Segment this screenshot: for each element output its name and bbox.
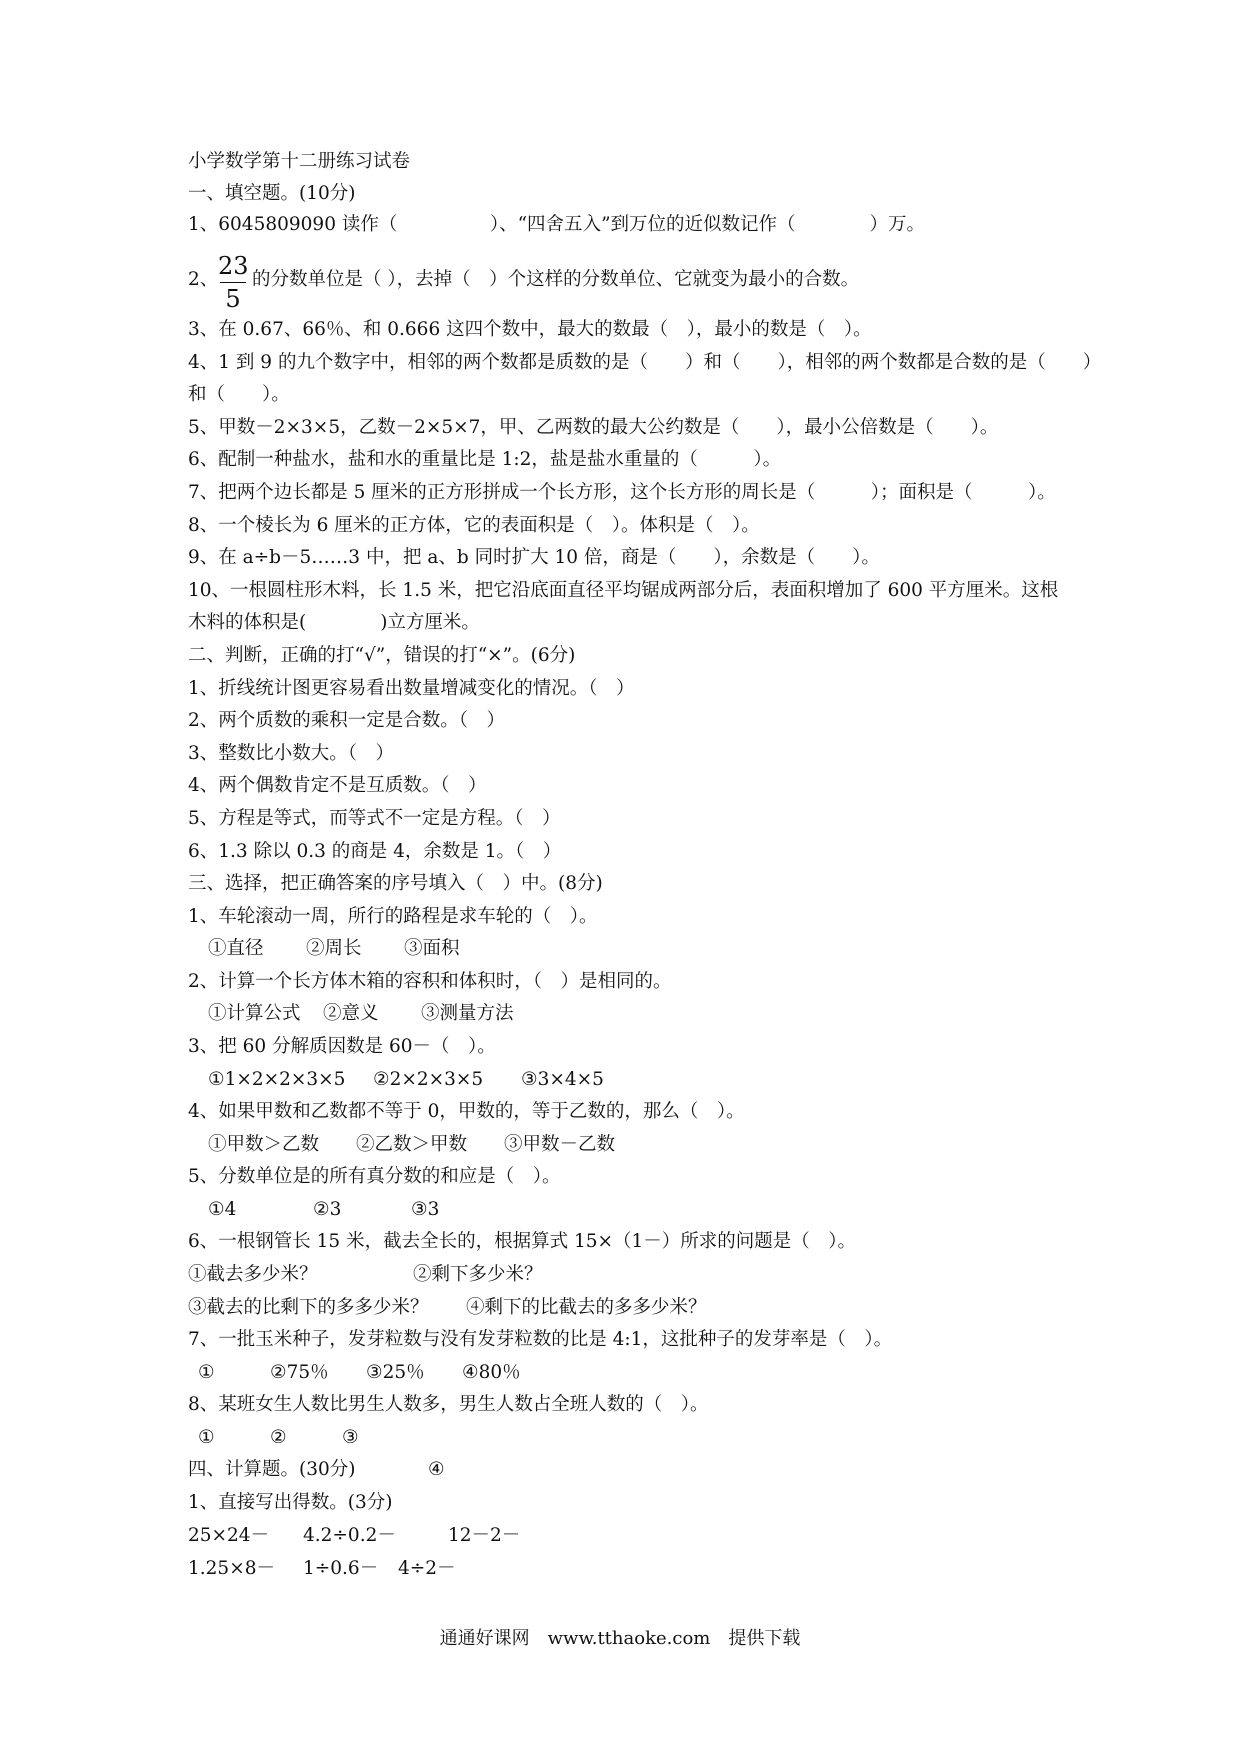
- question-1-10-line-2: 木料的体积是( )立方厘米。: [188, 612, 480, 633]
- option: ②意义: [323, 1003, 379, 1024]
- option: ①4: [208, 1199, 237, 1220]
- section-2-heading: 二、判断，正确的打“√”，错误的打“×”。(6分): [188, 645, 576, 666]
- calc-question-1: 1、直接写出得数。(3分): [188, 1492, 393, 1513]
- choice-question-6: 6、一根钢管长 15 米，截去全长的，根据算式 15×（1－）所求的问题是（ ）。: [188, 1231, 857, 1252]
- footer-download-note: 通通好课网 www.tthaoke.com 提供下载: [439, 1628, 801, 1649]
- option: ①计算公式: [208, 1003, 301, 1024]
- choice-question-4: 4、如果甲数和乙数都不等于 0，甲数的，等于乙数的，那么（ ）。: [188, 1101, 745, 1122]
- option: ③3×4×5: [521, 1069, 604, 1090]
- choice-question-7: 7、一批玉米种子，发芽粒数与没有发芽粒数的比是 4:1，这批种子的发芽率是（ ）。: [188, 1329, 893, 1350]
- option: ③: [342, 1427, 359, 1448]
- fraction-bar: [220, 282, 246, 283]
- choice-question-5: 5、分数单位是的所有真分数的和应是（ ）。: [188, 1166, 561, 1187]
- option: ②: [270, 1427, 287, 1448]
- option: ②乙数＞甲数: [356, 1134, 468, 1155]
- choice-options-3: [208, 1068, 604, 1092]
- calc-item: 1÷0.6－: [303, 1558, 379, 1579]
- choice-options-1: [208, 937, 460, 961]
- option: ③25％: [366, 1362, 425, 1383]
- question-1-4-line-2: 和（ ）。: [188, 384, 290, 405]
- option: ①1×2×2×3×5: [208, 1069, 346, 1090]
- choice-options-8: [198, 1426, 359, 1450]
- option: ②2×2×3×5: [373, 1069, 484, 1090]
- calc-item: 1.25×8－: [188, 1558, 275, 1579]
- page-title: 小学数学第十二册练习试卷: [188, 151, 411, 172]
- calc-row-1: [188, 1524, 520, 1548]
- option: ③面积: [404, 938, 460, 959]
- calc-item: 25×24－: [188, 1525, 270, 1546]
- choice-options-6b: [188, 1296, 707, 1320]
- option: ①直径: [208, 938, 264, 959]
- calc-item: 12－2－: [448, 1525, 521, 1546]
- fraction-numerator: 23: [218, 252, 249, 280]
- question-1-9: 9、在 a÷b－5……3 中，把 a、b 同时扩大 10 倍，商是（ ），余数是（ ）。: [188, 547, 880, 568]
- question-1-7: 7、把两个边长都是 5 厘米的正方形拼成一个长方形，这个长方形的周长是（ ）；面积是（ ）。: [188, 482, 1056, 503]
- question-1-1: 1、6045809090 读作（ ）、“四舍五入”到万位的近似数记作（ ）万。: [188, 214, 926, 235]
- calc-item: 4÷2－: [398, 1558, 456, 1579]
- calc-item: 4.2÷0.2－: [303, 1525, 396, 1546]
- choice-question-2: 2、计算一个长方体木箱的容积和体积时，（ ）是相同的。: [188, 971, 672, 992]
- choice-question-1: 1、车轮滚动一周，所行的路程是求车轮的（ ）。: [188, 906, 598, 927]
- choice-question-3: 3、把 60 分解质因数是 60－（ ）。: [188, 1036, 496, 1057]
- section-4-heading: 四、计算题。(30分): [188, 1459, 356, 1480]
- option: ②3: [313, 1199, 342, 1220]
- question-1-5: 5、甲数－2×3×5，乙数－2×5×7，甲、乙两数的最大公约数是（ ），最小公倍数是（ ）。: [188, 417, 999, 438]
- choice-options-7: [198, 1361, 521, 1385]
- option: ②周长: [306, 938, 362, 959]
- judge-item: 1、折线统计图更容易看出数量增减变化的情况。（ ）: [188, 678, 635, 699]
- option: ①: [198, 1427, 215, 1448]
- question-1-6: 6、配制一种盐水，盐和水的重量比是 1:2，盐是盐水重量的（ ）。: [188, 449, 782, 470]
- option: ①: [198, 1362, 215, 1383]
- calc-row-2: [188, 1557, 456, 1581]
- option: ②剩下多少米？: [413, 1264, 543, 1285]
- option: ①截去多少米？: [188, 1264, 318, 1285]
- option: ③甲数－乙数: [504, 1134, 616, 1155]
- option: ④80％: [462, 1362, 521, 1383]
- question-1-3: 3、在 0.67、66％、和 0.666 这四个数中，最大的数最（ ），最小的数是（ ）。: [188, 319, 872, 340]
- fraction-23-5: [218, 252, 248, 313]
- question-1-4-line-1: 4、1 到 9 的九个数字中，相邻的两个数都是质数的是（ ）和（ ），相邻的两个数都是合数的是（ ）: [188, 352, 1102, 373]
- option: ③截去的比剩下的多多少米？: [188, 1297, 429, 1318]
- judge-item: 6、1.3 除以 0.3 的商是 4，余数是 1。（ ）: [188, 841, 562, 862]
- choice-question-8: 8、某班女生人数比男生人数多，男生人数占全班人数的（ ）。: [188, 1394, 709, 1415]
- option: ④剩下的比截去的多多少米？: [466, 1297, 707, 1318]
- question-1-10-line-1: 10、一根圆柱形木料，长 1.5 米，把它沿底面直径平均锯成两部分后，表面积增加了 600 平方厘米。这根: [188, 580, 1059, 601]
- choice-options-5: [208, 1198, 439, 1222]
- option: ②75％: [270, 1362, 329, 1383]
- fraction-denominator: 5: [225, 285, 241, 313]
- question-1-8: 8、一个棱长为 6 厘米的正方体，它的表面积是（ ）。体积是（ ）。: [188, 515, 760, 536]
- question-1-2-number: 2、: [188, 269, 219, 290]
- option: ①甲数＞乙数: [208, 1134, 320, 1155]
- choice-options-6a: [188, 1263, 543, 1287]
- option: ③3: [411, 1199, 440, 1220]
- stray-option-mark: ④: [428, 1459, 445, 1480]
- option: ③测量方法: [421, 1003, 514, 1024]
- choice-options-2: [208, 1002, 514, 1026]
- judge-item: 3、整数比小数大。（ ）: [188, 743, 395, 764]
- choice-options-4: [208, 1133, 615, 1157]
- judge-item: 2、两个质数的乘积一定是合数。（ ）: [188, 710, 506, 731]
- section-1-heading: 一、填空题。(10分): [188, 183, 356, 204]
- section-3-heading: 三、选择，把正确答案的序号填入（ ）中。(8分): [188, 873, 603, 894]
- judge-item: 5、方程是等式，而等式不一定是方程。（ ）: [188, 808, 561, 829]
- question-1-2-text: 的分数单位是（ ），去掉（ ）个这样的分数单位、它就变为最小的合数。: [252, 269, 860, 290]
- judge-item: 4、两个偶数肯定不是互质数。（ ）: [188, 775, 487, 796]
